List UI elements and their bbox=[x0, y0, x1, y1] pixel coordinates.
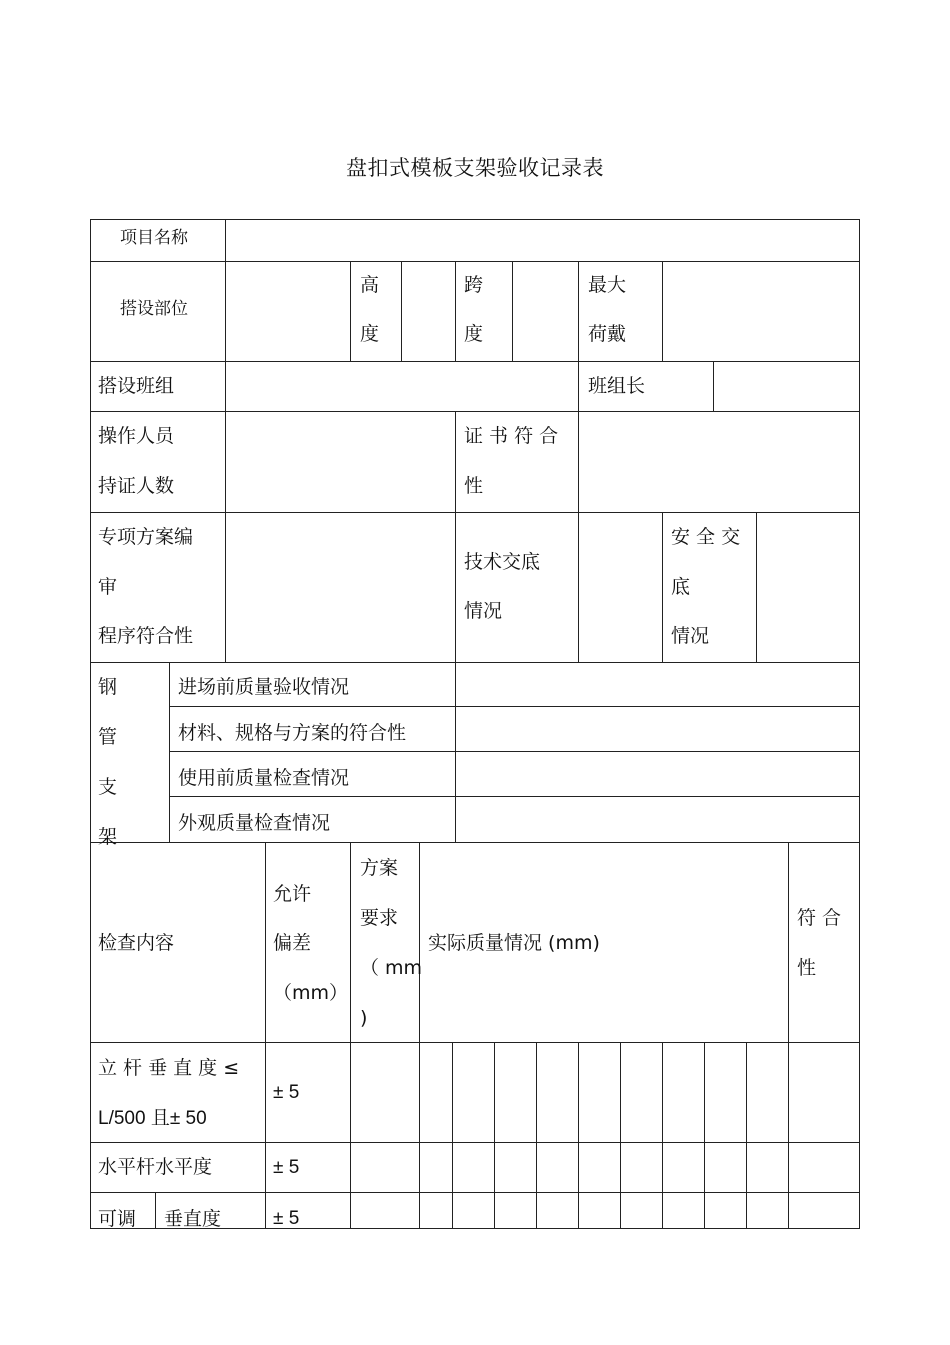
grid-line bbox=[401, 261, 402, 361]
label-span: 度 bbox=[464, 323, 484, 345]
label-steel-item: 进场前质量验收情况 bbox=[178, 676, 350, 698]
grid-line bbox=[455, 662, 456, 842]
label-horizontal-bar: 水平杆水平度 bbox=[98, 1156, 213, 1178]
label-scheme-requirement: 方案 bbox=[360, 857, 399, 879]
grid-line bbox=[350, 261, 351, 361]
label-scheme-requirement: 要求 bbox=[360, 907, 399, 929]
label-height: 度 bbox=[360, 323, 380, 345]
value-tolerance: ± 5 bbox=[273, 1208, 300, 1229]
label-span: 跨 bbox=[464, 274, 484, 296]
label-vertical-pole: 立 杆 垂 直 度 ≤ bbox=[98, 1057, 240, 1079]
grid-line bbox=[90, 1042, 860, 1043]
grid-line bbox=[452, 1042, 453, 1229]
label-allowed-deviation: 允许 bbox=[273, 883, 312, 905]
label-steel-item: 外观质量检查情况 bbox=[178, 812, 331, 834]
grid-line bbox=[578, 261, 579, 662]
label-scheme-requirement: ) bbox=[360, 1007, 368, 1029]
label-check-content: 检查内容 bbox=[98, 932, 175, 954]
label-height: 高 bbox=[360, 274, 380, 296]
label-adjustable: 可调 bbox=[98, 1208, 137, 1230]
grid-line bbox=[419, 842, 420, 1229]
label-actual-quality: 实际质量情况 (mm) bbox=[428, 932, 600, 954]
label-plan-review: 程序符合性 bbox=[98, 625, 194, 647]
label-allowed-deviation: （mm） bbox=[273, 982, 349, 1004]
label-tech-briefing: 情况 bbox=[464, 600, 503, 622]
grid-line bbox=[90, 411, 860, 412]
label-location: 搭设部位 bbox=[120, 299, 188, 319]
grid-line bbox=[494, 1042, 495, 1229]
label-allowed-deviation: 偏差 bbox=[273, 932, 312, 954]
grid-line bbox=[746, 1042, 747, 1229]
value-tolerance: ± 5 bbox=[273, 1082, 300, 1103]
label-steel-item: 使用前质量检查情况 bbox=[178, 767, 350, 789]
label-steel-frame: 管 bbox=[98, 726, 118, 748]
grid-line bbox=[169, 662, 170, 842]
grid-line bbox=[169, 706, 860, 707]
grid-line bbox=[662, 261, 663, 361]
grid-line bbox=[90, 219, 860, 220]
label-conformity: 性 bbox=[797, 957, 817, 979]
label-max-load: 最大 bbox=[588, 274, 627, 296]
grid-line bbox=[265, 842, 266, 1229]
label-conformity: 符 合 bbox=[797, 907, 842, 929]
value-tolerance: ± 5 bbox=[273, 1157, 300, 1178]
label-certificate: 证 书 符 合 bbox=[464, 425, 559, 447]
grid-line bbox=[455, 411, 456, 662]
grid-line bbox=[90, 512, 860, 513]
grid-line bbox=[620, 1042, 621, 1229]
label-max-load: 荷戴 bbox=[588, 323, 627, 345]
grid-line bbox=[859, 219, 860, 1229]
label-steel-frame: 架 bbox=[98, 826, 118, 848]
label-project-name: 项目名称 bbox=[120, 228, 188, 248]
grid-line bbox=[169, 796, 860, 797]
grid-line bbox=[350, 842, 351, 1229]
label-operators: 持证人数 bbox=[98, 475, 175, 497]
label-steel-frame: 钢 bbox=[98, 676, 118, 698]
grid-line bbox=[90, 1142, 860, 1143]
label-certificate: 性 bbox=[464, 475, 484, 497]
grid-line bbox=[756, 512, 757, 662]
grid-line bbox=[90, 261, 860, 262]
label-tech-briefing: 技术交底 bbox=[464, 551, 541, 573]
label-steel-item: 材料、规格与方案的符合性 bbox=[178, 722, 407, 744]
grid-line bbox=[90, 842, 860, 843]
grid-line bbox=[155, 1192, 156, 1229]
label-scheme-requirement: （ mm bbox=[360, 957, 423, 979]
label-adjustable-vertical: 垂直度 bbox=[164, 1208, 222, 1230]
label-safety-briefing: 情况 bbox=[671, 625, 710, 647]
grid-line bbox=[90, 361, 860, 362]
label-steel-frame: 支 bbox=[98, 776, 118, 798]
grid-line bbox=[662, 512, 663, 662]
label-operators: 操作人员 bbox=[98, 425, 175, 447]
form-title: 盘扣式模板支架验收记录表 bbox=[346, 156, 604, 180]
grid-line bbox=[713, 361, 714, 411]
grid-line bbox=[90, 219, 91, 1229]
grid-line bbox=[169, 751, 860, 752]
grid-line bbox=[90, 662, 860, 663]
grid-line bbox=[704, 1042, 705, 1229]
grid-line bbox=[578, 1042, 579, 1229]
label-safety-briefing: 安 全 交 bbox=[671, 526, 741, 548]
label-team: 搭设班组 bbox=[98, 375, 175, 397]
grid-line bbox=[512, 261, 513, 361]
grid-line bbox=[536, 1042, 537, 1229]
label-team-leader: 班组长 bbox=[588, 375, 646, 397]
label-vertical-pole: L/500 且± 50 bbox=[98, 1108, 207, 1129]
grid-line bbox=[225, 219, 226, 662]
label-safety-briefing: 底 bbox=[671, 576, 691, 598]
grid-line bbox=[455, 261, 456, 361]
grid-line bbox=[662, 1042, 663, 1229]
grid-line bbox=[90, 1192, 860, 1193]
grid-line bbox=[788, 842, 789, 1229]
label-plan-review: 审 bbox=[98, 576, 118, 598]
label-plan-review: 专项方案编 bbox=[98, 526, 194, 548]
